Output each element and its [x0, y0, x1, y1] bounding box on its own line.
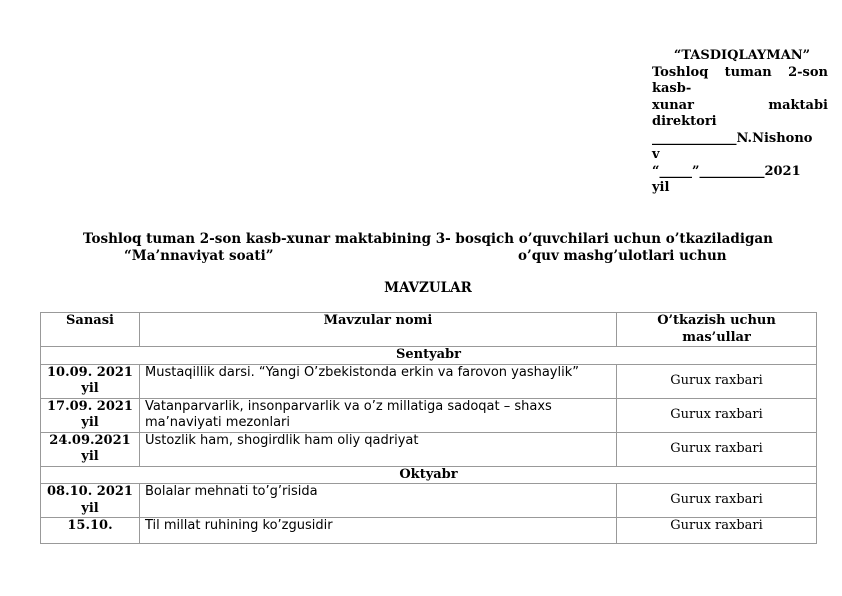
row-date: 17.09. 2021 yil: [41, 398, 140, 432]
date-line: “_____”__________2021: [652, 163, 801, 179]
approval-line-3: direktori: [652, 114, 717, 129]
approval-heading: “TASDIQLAYMAN”: [673, 48, 811, 63]
row-responsible: Gurux raxbari: [617, 518, 817, 544]
row-responsible: Gurux raxbari: [617, 364, 817, 398]
row-topic: Ustozlik ham, shogirdlik ham oliy qadriyat: [140, 432, 617, 466]
table-row: [41, 432, 817, 466]
row-date: 15.10.: [41, 518, 140, 544]
date-year: yil: [652, 180, 670, 195]
header-date: Sanasi: [41, 313, 140, 347]
topics-table: [40, 312, 817, 544]
table-header-row: [41, 313, 817, 347]
row-topic: Til millat ruhining ko’zgusidir: [140, 518, 617, 544]
title-line-2: [40, 248, 816, 265]
approval-line-1: Toshloq tuman 2-son kasb-: [652, 64, 828, 96]
row-topic: Vatanparvarlik, insonparvarlik va o’z millatiga sadoqat – shaxs ma’naviyati mezonlari: [140, 398, 617, 432]
approval-line-2: xunar maktabi: [652, 97, 828, 113]
row-date: 24.09.2021 yil: [41, 432, 140, 466]
signature-line: _____________N.Nishono: [652, 130, 813, 146]
title-line-2-right: o’quv mashg’ulotlari uchun: [518, 248, 727, 264]
month-label: Sentyabr: [41, 347, 817, 365]
row-responsible: Gurux raxbari: [617, 398, 817, 432]
table-row: [41, 364, 817, 398]
approval-block: [652, 48, 828, 197]
document-title: [40, 231, 816, 265]
header-responsible: O’tkazish uchun mas’ullar: [617, 313, 817, 347]
row-responsible: Gurux raxbari: [617, 484, 817, 518]
row-date: 10.09. 2021 yil: [41, 364, 140, 398]
title-line-2-left: “Ma’nnaviyat soati”: [124, 248, 274, 264]
row-date: 08.10. 2021 yil: [41, 484, 140, 518]
table-row: [41, 518, 817, 544]
title-line-1: Toshloq tuman 2-son kasb-xunar maktabining 3- bosqich o’quvchilari uchun o’tkaziladigan: [82, 231, 773, 247]
month-row: [41, 347, 817, 365]
table-row: [41, 484, 817, 518]
section-heading: MAVZULAR: [384, 280, 472, 296]
row-topic: Bolalar mehnati to’g’risida: [140, 484, 617, 518]
month-row: [41, 466, 817, 484]
header-topic: Mavzular nomi: [140, 313, 617, 347]
signature-line-cont: v: [652, 147, 660, 162]
table-row: [41, 398, 817, 432]
month-label: Oktyabr: [41, 466, 817, 484]
row-responsible: Gurux raxbari: [617, 432, 817, 466]
row-topic: Mustaqillik darsi. “Yangi O’zbekistonda erkin va farovon yashaylik”: [140, 364, 617, 398]
